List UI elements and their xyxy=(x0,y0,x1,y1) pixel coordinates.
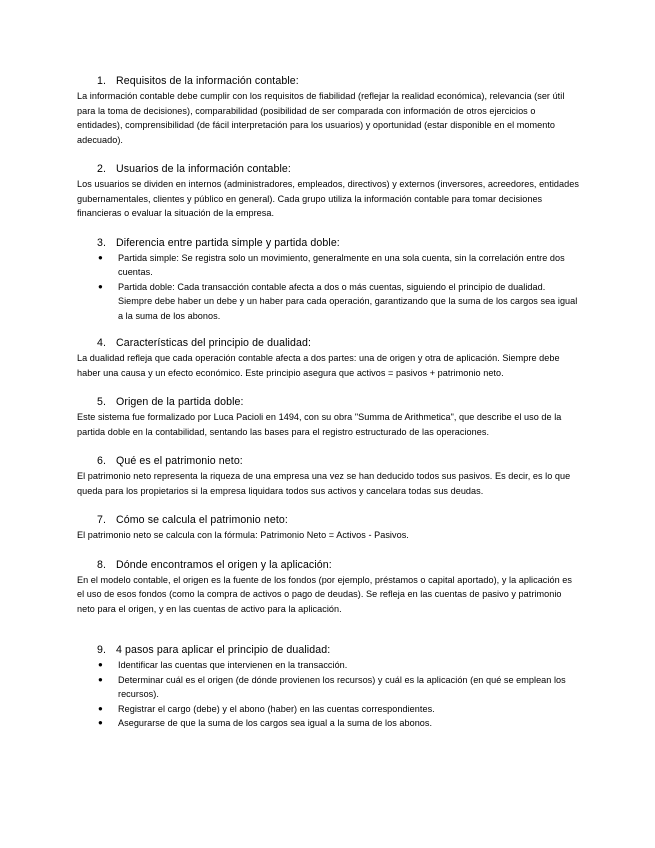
section-number: 3. xyxy=(97,236,107,249)
section-origen-aplicacion xyxy=(77,558,581,617)
section-number: 9. xyxy=(97,644,107,656)
section-title: Características del principio de dualidad: xyxy=(116,337,311,349)
section-number: 6. xyxy=(97,455,107,467)
section-title: Origen de la partida doble: xyxy=(116,396,244,408)
section-title: Usuarios de la información contable: xyxy=(116,163,291,175)
list-item-text: Determinar cuál es el origen (de dónde provienen los recursos) y cuál es la aplicación (en qué se emplean los recursos). xyxy=(118,674,566,699)
section-heading xyxy=(77,454,581,468)
section-heading xyxy=(77,395,581,409)
list-item xyxy=(77,716,581,731)
section-title: Dónde encontramos el origen y la aplicación: xyxy=(116,558,332,571)
bullet-icon: ● xyxy=(98,674,103,684)
section-origen-partida-doble xyxy=(77,395,581,439)
section-paragraph: En el modelo contable, el origen es la fuente de los fondos (por ejemplo, préstamos o capital aportado), y la aplicación es el uso de esos fondos (como la compra de activos o pago de deudas). Se refleja en las cuentas de pasivo y patrimonio neto para el origen, y en las cuentas de activo para la aplicación. xyxy=(77,574,572,614)
bullet-icon: ● xyxy=(98,252,103,262)
section-usuarios xyxy=(77,162,581,221)
section-title: Diferencia entre partida simple y partida doble: xyxy=(116,236,340,249)
list-item xyxy=(77,673,581,702)
section-title: Qué es el patrimonio neto: xyxy=(116,455,243,467)
bullet-icon: ● xyxy=(98,281,103,291)
bullet-icon: ● xyxy=(98,660,103,669)
section-heading xyxy=(77,236,581,250)
list-item xyxy=(77,251,581,280)
section-title: Requisitos de la información contable: xyxy=(116,75,299,87)
section-paragraph: El patrimonio neto se calcula con la fórmula: Patrimonio Neto = Activos - Pasivos. xyxy=(77,530,409,540)
section-heading xyxy=(77,643,581,657)
list-item xyxy=(77,702,581,717)
list-item-text: Identificar las cuentas que intervienen en la transacción. xyxy=(118,660,348,670)
bullet-icon: ● xyxy=(98,718,103,727)
section-number: 7. xyxy=(97,514,107,526)
section-caracteristicas-dualidad xyxy=(77,336,581,380)
list-item-text: Registrar el cargo (debe) y el abono (haber) en las cuentas correspondientes. xyxy=(118,703,435,714)
section-paragraph: Este sistema fue formalizado por Luca Pacioli en 1494, con su obra "Summa de Arithmetica", que describe el uso de la partida doble en la contabilidad, sentando las bases para el registro estructurado de las operaciones. xyxy=(77,412,562,437)
section-number: 8. xyxy=(97,558,107,571)
section-paragraph: La información contable debe cumplir con los requisitos de fiabilidad (reflejar la realidad económica), relevancia (ser útil para la toma de decisiones), comparabilidad (posibilidad de ser comparada con información de otros ejercicios o entidades), comprensibilidad (de fácil interpretación para los usuarios) y oportunidad (estar disponible en el momento adecuado). xyxy=(77,91,565,145)
section-heading xyxy=(77,558,581,572)
section-heading xyxy=(77,74,581,88)
section-number: 1. xyxy=(97,75,107,87)
bullet-list xyxy=(77,658,581,731)
section-paragraph: El patrimonio neto representa la riqueza de una empresa una vez se han deducido todos sus pasivos. Es decir, es lo que queda para los propietarios si la empresa liquidara todos sus activos y cancelara todas sus deudas. xyxy=(77,471,571,496)
list-item-text: Asegurarse de que la suma de los cargos sea igual a la suma de los abonos. xyxy=(118,718,433,728)
section-title: 4 pasos para aplicar el principio de dualidad: xyxy=(116,644,331,656)
section-patrimonio-neto xyxy=(77,454,581,498)
list-item-text: Partida doble: Cada transacción contable afecta a dos o más cuentas, siguiendo el principio de dualidad. Siempre debe haber un debe y un haber para cada operación, garantizando que la suma de los cargos sea igual a la suma de los abonos. xyxy=(118,281,578,321)
list-item xyxy=(77,280,581,324)
section-paragraph: La dualidad refleja que cada operación contable afecta a dos partes: una de origen y otra de aplicación. Siempre debe haber una causa y un efecto económico. Este principio asegura que activos = pasivos + patrimonio neto. xyxy=(77,353,560,378)
list-item xyxy=(77,658,581,673)
bullet-list xyxy=(77,251,581,324)
section-title: Cómo se calcula el patrimonio neto: xyxy=(116,514,288,526)
section-requisitos xyxy=(77,74,581,147)
bullet-icon: ● xyxy=(98,703,103,713)
section-pasos-dualidad xyxy=(77,643,581,731)
section-paragraph: Los usuarios se dividen en internos (administradores, empleados, directivos) y externos (inversores, acreedores, entidades gubernamentales, clientes y público en general). Cada grupo utiliza la información contable para tomar decisiones financieras o evaluar la situación de la empresa. xyxy=(77,179,579,218)
section-partida-simple-doble xyxy=(77,236,581,324)
section-heading xyxy=(77,513,581,527)
section-heading xyxy=(77,162,581,176)
section-number: 4. xyxy=(97,337,107,349)
section-heading xyxy=(77,336,581,350)
list-item-text: Partida simple: Se registra solo un movimiento, generalmente en una sola cuenta, sin la correlación entre dos cuentas. xyxy=(118,252,565,277)
section-number: 2. xyxy=(97,163,107,175)
section-number: 5. xyxy=(97,396,107,408)
section-calculo-patrimonio xyxy=(77,513,581,543)
